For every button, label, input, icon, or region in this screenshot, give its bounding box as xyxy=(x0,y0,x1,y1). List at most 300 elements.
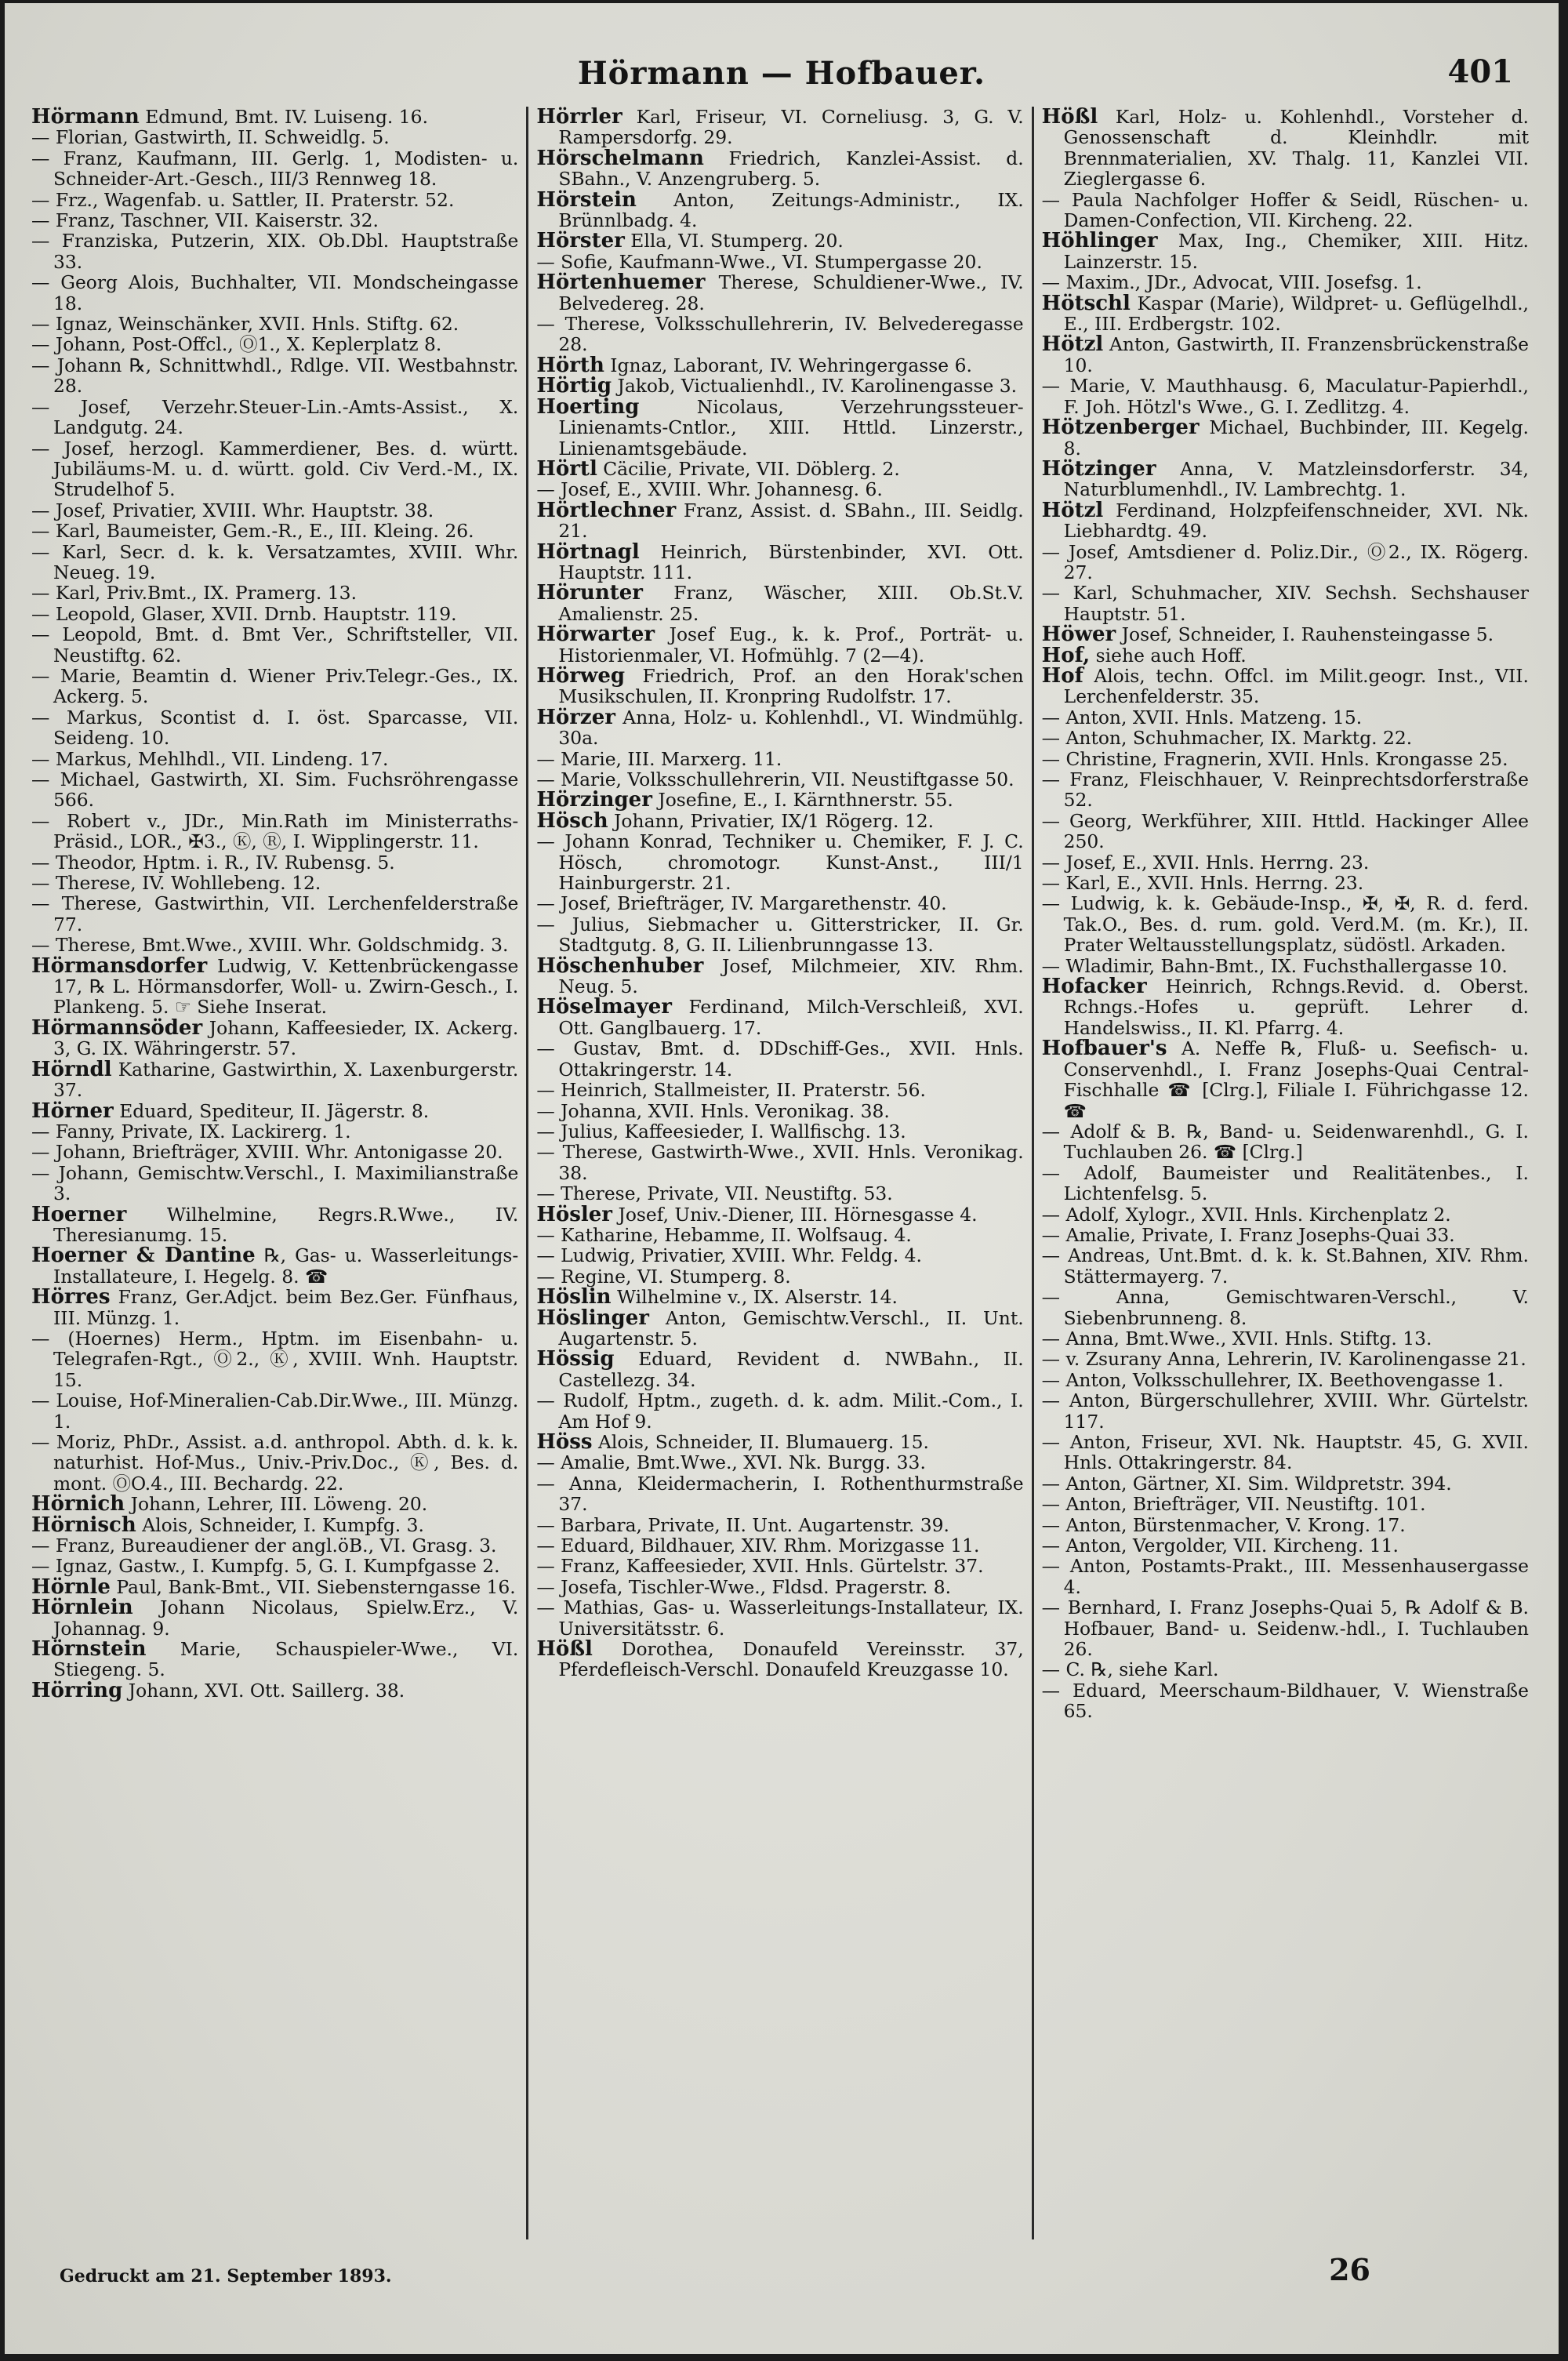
entry-details: — Adolf & B. ℞, Band- u. Seidenwarenhdl., G. I. Tuchlauben 26. ☎ [Clrg.] xyxy=(1041,1120,1529,1164)
directory-entry xyxy=(31,272,518,314)
directory-entry xyxy=(31,355,518,397)
entry-details: Josef, Univ.-Diener, III. Hörnesgasse 4. xyxy=(618,1203,978,1226)
directory-entry xyxy=(536,1432,1023,1452)
directory-entry xyxy=(536,148,1023,190)
directory-entry xyxy=(31,1142,518,1162)
directory-entry xyxy=(31,1245,518,1287)
directory-entry xyxy=(31,148,518,190)
entry-details: Alois, techn. Offcl. im Milit.geogr. Inst., VII. Lerchenfelderstr. 35. xyxy=(1063,664,1529,708)
directory-entry xyxy=(31,749,518,769)
entry-details: — Karl, Baumeister, Gem.-R., E., III. Kleing. 26. xyxy=(31,520,474,543)
entry-surname: Höslinger xyxy=(536,1306,649,1330)
directory-entry xyxy=(536,539,1024,583)
directory-entry xyxy=(536,1390,1023,1432)
directory-entry xyxy=(536,1287,1023,1307)
directory-entry xyxy=(1042,1225,1529,1245)
directory-entry xyxy=(31,1432,518,1494)
entry-surname: Hörwarter xyxy=(536,623,655,647)
entry-surname: Hötzinger xyxy=(1041,456,1156,481)
entry-details: Ignaz, Laborant, IV. Wehringergasse 6. xyxy=(610,354,972,376)
directory-entry xyxy=(536,769,1023,790)
entry-details: Therese, Schuldiener-Wwe., IV. Belvedereg. 28. xyxy=(558,271,1024,314)
directory-entry xyxy=(1042,1659,1529,1680)
directory-entry xyxy=(1042,1287,1529,1328)
entry-surname: Hoerner & Dantine xyxy=(31,1244,256,1268)
entry-details: Johann, XVI. Ott. Saillerg. 38. xyxy=(128,1679,405,1702)
entry-details: — Fanny, Private, IX. Lackirerg. 1. xyxy=(31,1120,351,1142)
entry-surname: Hörnlein xyxy=(31,1596,133,1620)
directory-entry xyxy=(31,1515,518,1535)
directory-entry xyxy=(536,953,1024,998)
entry-surname: Hörstein xyxy=(536,187,637,212)
entry-details: — Louise, Hof-Mineralien-Cab.Dir.Wwe., III. Münzg. 1. xyxy=(31,1389,519,1433)
directory-entry xyxy=(1042,976,1529,1038)
entry-details: — Eduard, Meerschaum-Bildhauer, V. Wienstraße 65. xyxy=(1041,1679,1529,1723)
entry-details: — Franz, Kaffeesieder, XVII. Hnls. Gürtelstr. 37. xyxy=(536,1555,984,1578)
entry-details: — Therese, Private, VII. Neustiftg. 53. xyxy=(536,1182,893,1205)
directory-entry xyxy=(31,852,518,873)
directory-entry xyxy=(31,1556,518,1576)
entry-details: Friedrich, Kanzlei-Assist. d. SBahn., V. Anzengruberg. 5. xyxy=(558,147,1024,191)
print-date: Gedruckt am 21. September 1893. xyxy=(60,2266,392,2287)
entry-surname: Hörzer xyxy=(536,705,615,729)
entry-details: Josefine, E., I. Kärnthnerstr. 55. xyxy=(658,789,953,812)
entry-details: Nicolaus, Verzehrungssteuer-Linienamts-Cntlor., XIII. Httld. Linzerstr., Linienamtsgebäude. xyxy=(558,395,1024,459)
directory-entry xyxy=(1042,542,1529,583)
entry-surname: Hörweg xyxy=(536,663,626,688)
entry-details: — Georg, Werkführer, XIII. Httld. Hackinger Allee 250. xyxy=(1041,809,1529,853)
sheet-number: 26 xyxy=(1329,2252,1370,2287)
entry-surname: Hörnich xyxy=(31,1492,125,1516)
entry-surname: Höss xyxy=(536,1430,593,1454)
entry-details: Josef, Schneider, I. Rauhensteingasse 5. xyxy=(1121,623,1494,646)
entry-surname: Hörmansdorfer xyxy=(31,953,208,978)
directory-entry xyxy=(31,1535,518,1556)
directory-entry xyxy=(1042,376,1529,417)
entry-details: — Moriz, PhDr., Assist. a.d. anthropol. Abth. d. k. k. naturhist. Hof-Mus., Univ.-Priv.Doc., Ⓚ, Bes. d. mont. ⓄO.4., III. Bechardg. 22. xyxy=(31,1431,519,1495)
entry-surname: Hörrler xyxy=(536,107,622,129)
directory-entry xyxy=(1042,769,1529,811)
entry-details: — Johann, Gemischtw.Verschl., I. Maximilianstraße 3. xyxy=(31,1161,519,1205)
directory-entry xyxy=(536,107,1023,148)
directory-entry xyxy=(1042,1370,1529,1390)
directory-entry xyxy=(1042,852,1529,873)
entry-details: — Johann ℞, Schnittwhdl., Rdlge. VII. Westbahnstr. 28. xyxy=(31,354,519,398)
directory-entry xyxy=(31,1015,519,1060)
entry-details: — Julius, Siebmacher u. Gitterstricker, II. Gr. Stadtgutg. 8, G. II. Lilienbrunngasse 13. xyxy=(536,913,1024,957)
entry-details: — Theodor, Hptm. i. R., IV. Rubensg. 5. xyxy=(31,851,395,874)
directory-entry xyxy=(31,1121,518,1142)
directory-entry xyxy=(31,583,518,603)
directory-entry xyxy=(31,624,518,666)
entry-details: — Markus, Mehlhdl., VII. Lindeng. 17. xyxy=(31,747,389,770)
entry-details: — Franz, Bureaudiener der angl.öB., VI. Grasg. 3. xyxy=(31,1535,497,1557)
directory-entry xyxy=(31,397,518,438)
entry-details: Franz, Wäscher, XIII. Ob.St.V. Amalienstr. 25. xyxy=(558,582,1024,625)
entry-surname: Höhlinger xyxy=(1041,229,1158,253)
entry-details: Alois, Schneider, II. Blumauerg. 15. xyxy=(597,1431,929,1453)
entry-details: Johann, Lehrer, III. Löweng. 20. xyxy=(130,1493,428,1516)
entry-details: — Leopold, Glaser, XVII. Drnb. Hauptstr. 119. xyxy=(31,602,457,625)
entry-details: — Amalie, Bmt.Wwe., XVI. Nk. Burgg. 33. xyxy=(536,1451,926,1474)
directory-entry xyxy=(1042,1349,1529,1369)
entry-details: — Anna, Gemischtwaren-Verschl., V. Siebenbrunneng. 8. xyxy=(1041,1286,1529,1329)
directory-entry xyxy=(536,1266,1023,1287)
entry-details: — Karl, Priv.Bmt., IX. Pramerg. 13. xyxy=(31,582,357,605)
entry-details: — Paula Nachfolger Hoffer & Seidl, Rüschen- u. Damen-Confection, VII. Kircheng. 22. xyxy=(1041,188,1529,232)
entry-surname: Hörnstein xyxy=(31,1637,147,1662)
directory-entry xyxy=(31,107,518,127)
directory-entry xyxy=(31,666,518,707)
entry-details: — Adolf, Baumeister und Realitätenbes., I. Lichtenfelsg. 5. xyxy=(1041,1161,1529,1205)
entry-surname: Höselmayer xyxy=(536,995,672,1019)
directory-entry xyxy=(536,707,1023,749)
entry-details: — Therese, Bmt.Wwe., XVIII. Whr. Goldschmidg. 3. xyxy=(31,934,509,957)
directory-entry xyxy=(31,1287,518,1328)
directory-entry xyxy=(1042,1038,1529,1121)
directory-entry xyxy=(31,542,518,583)
directory-entry xyxy=(536,624,1023,666)
entry-surname: Hörres xyxy=(31,1285,111,1309)
entry-details: — Franz, Fleischhauer, V. Reinprechtsdorferstraße 52. xyxy=(1041,768,1529,812)
entry-details: Katharine, Gastwirthin, X. Laxenburgerstr. 37. xyxy=(53,1058,519,1102)
entry-details: Dorothea, Donaufeld Vereinsstr. 37, Pferdefleisch-Verschl. Donaufeld Kreuzgasse 10. xyxy=(558,1638,1024,1681)
entry-details: — Anton, Gärtner, XI. Sim. Wildpretstr. 394. xyxy=(1041,1472,1452,1495)
directory-entry xyxy=(536,272,1023,314)
entry-surname: Hößl xyxy=(536,1637,593,1662)
column-middle xyxy=(526,107,1031,2239)
directory-entry xyxy=(31,1328,518,1390)
entry-details: — Ludwig, Privatier, XVIII. Whr. Feldg. 4. xyxy=(536,1244,922,1267)
directory-entry xyxy=(31,1101,518,1121)
directory-entry xyxy=(536,1597,1023,1639)
directory-entry xyxy=(1042,1597,1529,1659)
directory-entry xyxy=(1042,1432,1529,1473)
directory-entry xyxy=(31,811,518,852)
entry-details: — Anton, Schuhmacher, IX. Marktg. 22. xyxy=(1041,727,1413,750)
entry-details: Friedrich, Prof. an den Horak'schen Musikschulen, II. Kronpring Rudolfstr. 17. xyxy=(558,664,1024,708)
entry-details: — Josef, Verzehr.Steuer-Lin.-Amts-Assist., X. Landgutg. 24. xyxy=(31,395,519,439)
entry-surname: Hörtl xyxy=(536,456,597,481)
directory-entry xyxy=(1042,1680,1529,1722)
entry-details: Wilhelmine v., IX. Alserstr. 14. xyxy=(616,1286,898,1309)
entry-details: — Anton, Bürgerschullehrer, XVIII. Whr. Gürtelstr. 117. xyxy=(1041,1389,1529,1433)
directory-entry xyxy=(31,231,518,272)
entry-details: — Eduard, Bildhauer, XIV. Rhm. Morizgasse 11. xyxy=(536,1535,980,1557)
directory-entry xyxy=(536,1308,1023,1349)
directory-entry xyxy=(1042,1556,1529,1597)
entry-details: — Anna, Kleidermacherin, I. Rothenthurmstraße 37. xyxy=(536,1472,1024,1516)
directory-entry xyxy=(536,252,1023,272)
entry-surname: Hörster xyxy=(536,229,625,253)
directory-entry xyxy=(31,769,518,811)
entry-details: ℞, Gas- u. Wasserleitungs-Installateure, I. Hegelg. 8. ☎ xyxy=(53,1244,519,1288)
directory-entry xyxy=(1042,417,1529,459)
entry-details: Johann, Kaffeesieder, IX. Ackerg. 3, G. IX. Währingerstr. 57. xyxy=(53,1016,519,1060)
entry-surname: Höslin xyxy=(536,1285,612,1309)
entry-details: — Karl, Secr. d. k. k. Versatzamtes, XVIII. Whr. Neueg. 19. xyxy=(31,540,519,583)
entry-details: — Michael, Gastwirth, XI. Sim. Fuchsröhrengasse 566. xyxy=(31,768,519,812)
directory-entry xyxy=(536,583,1023,624)
entry-details: Franz, Assist. d. SBahn., III. Seidlg. 21. xyxy=(558,499,1024,543)
entry-details: — Johanna, XVII. Hnls. Veronikag. 38. xyxy=(536,1099,890,1122)
entry-details: Eduard, Revident d. NWBahn., II. Castellezg. 34. xyxy=(558,1348,1024,1391)
entry-details: — Therese, Gastwirthin, VII. Lerchenfelderstraße 77. xyxy=(31,892,519,935)
directory-entry xyxy=(1042,293,1529,335)
directory-entry xyxy=(536,749,1023,769)
entry-surname: Hörnle xyxy=(31,1575,111,1599)
column-right xyxy=(1032,107,1537,2239)
entry-details: — Johann, Briefträger, XVIII. Whr. Antonigasse 20. xyxy=(31,1141,503,1164)
entry-details: — Franziska, Putzerin, XIX. Ob.Dbl. Hauptstraße 33. xyxy=(31,230,519,273)
page-header xyxy=(5,49,1559,96)
entry-details: Ferdinand, Milch-Verschleiß, XVI. Ott. Ganglbauerg. 17. xyxy=(558,996,1024,1039)
directory-entry xyxy=(1042,583,1529,624)
entry-details: — Josef, E., XVIII. Whr. Johannesg. 6. xyxy=(536,478,883,501)
directory-entry xyxy=(536,1452,1023,1473)
entry-surname: Hörtenhuemer xyxy=(536,271,706,295)
directory-entry xyxy=(536,1577,1023,1597)
entry-details: Alois, Schneider, I. Kumpfg. 3. xyxy=(142,1513,424,1536)
directory-entry xyxy=(1042,1163,1529,1204)
directory-entry xyxy=(536,914,1023,956)
entry-details: — Regine, VI. Stumperg. 8. xyxy=(536,1265,791,1288)
entry-details: Heinrich, Bürstenbinder, XVI. Ott. Hauptstr. 111. xyxy=(558,540,1024,583)
entry-details: Paul, Bank-Bmt., VII. Siebensterngasse 16. xyxy=(116,1575,516,1598)
directory-entry xyxy=(536,997,1023,1038)
directory-entry xyxy=(536,663,1024,708)
directory-entry xyxy=(1042,1515,1529,1535)
directory-entry xyxy=(31,604,518,624)
entry-surname: Hötzl xyxy=(1041,498,1104,522)
entry-details: — Josef, Amtsdiener d. Poliz.Dir., Ⓞ2., IX. Rögerg. 27. xyxy=(1041,540,1529,583)
directory-entry xyxy=(1042,728,1529,748)
directory-entry xyxy=(536,376,1023,396)
entry-details: — (Hoernes) Herm., Hptm. im Eisenbahn- u. Telegrafen-Rgt., Ⓞ2., Ⓚ, XVIII. Wnh. Hauptstr. 15. xyxy=(31,1327,519,1391)
entry-details: — Josef, herzogl. Kammerdiener, Bes. d. württ. Jubiläums-M. u. d. württ. gold. Civ Verd.-M., IX. Strudelhof 5. xyxy=(31,437,519,501)
directory-entry xyxy=(536,893,1023,914)
directory-entry xyxy=(31,707,518,749)
directory-entry xyxy=(536,1515,1023,1535)
directory-entry xyxy=(536,500,1023,542)
directory-entry xyxy=(1042,811,1529,852)
directory-entry xyxy=(1042,107,1529,190)
entry-details: Jakob, Victualienhdl., IV. Karolinengasse 3. xyxy=(617,375,1018,398)
entry-details: Cäcilie, Private, VII. Döblerg. 2. xyxy=(603,457,900,480)
entry-surname: Hösler xyxy=(536,1202,612,1226)
entry-details: — Ludwig, k. k. Gebäude-Insp., ✠, ✠, R. d. ferd. Tak.O., Bes. d. rum. gold. Verd.M. (m. Kr.), II. Prater Weltausstellungsplatz, südöstl. Arkaden. xyxy=(1041,892,1529,957)
directory-entry xyxy=(31,500,518,521)
directory-entry xyxy=(536,479,1023,499)
entry-details: — Therese, Volksschullehrerin, IV. Belvederegasse 28. xyxy=(536,313,1024,356)
entry-details: Anton, Gemischtw.Verschl., II. Unt. Augartenstr. 5. xyxy=(558,1306,1024,1349)
entry-details: — Karl, Schuhmacher, XIV. Sechsh. Sechshauser Hauptstr. 51. xyxy=(1041,582,1529,625)
directory-entry xyxy=(31,953,519,1019)
entry-surname: Hörmann xyxy=(31,107,140,129)
directory-entry xyxy=(1042,624,1529,645)
entry-details: — Karl, E., XVII. Hnls. Herrng. 23. xyxy=(1041,872,1364,895)
entry-details: — Johann Konrad, Techniker u. Chemiker, F. J. C. Hösch, chromotogr. Kunst-Anst., III/1 Hainburgerstr. 21. xyxy=(536,830,1024,895)
entry-surname: Hösch xyxy=(536,808,608,833)
directory-entry xyxy=(1042,190,1529,231)
entry-details: Josef Eug., k. k. Prof., Porträt- u. Historienmaler, VI. Hofmühlg. 7 (2—4). xyxy=(558,623,1024,667)
entry-details: Edmund, Bmt. IV. Luiseng. 16. xyxy=(145,107,429,128)
entry-details: — Amalie, Private, I. Franz Josephs-Quai 33. xyxy=(1041,1223,1455,1246)
entry-details: Karl, Friseur, VI. Corneliusg. 3, G. V. Rampersdorfg. 29. xyxy=(558,107,1024,149)
entry-details: — Marie, V. Mauthhausg. 6, Maculatur-Papierhdl., F. Joh. Hötzl's Wwe., G. I. Zedlitzg. 4. xyxy=(1041,375,1529,418)
directory-entry xyxy=(536,1349,1023,1390)
entry-details: — Rudolf, Hptm., zugeth. d. k. adm. Milit.-Com., I. Am Hof 9. xyxy=(536,1389,1024,1433)
entry-details: — Anton, Postamts-Prakt., III. Messenhausergasse 4. xyxy=(1041,1555,1529,1598)
entry-details: — Christine, Fragnerin, XVII. Hnls. Krongasse 25. xyxy=(1041,747,1508,770)
directory-entry xyxy=(1042,500,1529,542)
directory-entry xyxy=(1042,334,1529,376)
directory-entry xyxy=(31,438,518,500)
directory-entry xyxy=(1042,645,1529,666)
directory-entry xyxy=(31,1680,518,1701)
page-number: 401 xyxy=(1447,53,1513,90)
entry-details: — Franz, Taschner, VII. Kaiserstr. 32. xyxy=(31,209,379,232)
entry-details: — Georg Alois, Buchhalter, VII. Mondscheingasse 18. xyxy=(31,271,519,314)
directory-entry xyxy=(536,1225,1023,1245)
directory-entry xyxy=(31,935,518,955)
entry-details: — Andreas, Unt.Bmt. d. k. k. St.Bahnen, XIV. Rhm. Stättermayerg. 7. xyxy=(1041,1244,1529,1288)
entry-details: — Franz, Kaufmann, III. Gerlg. 1, Modisten- u. Schneider-Art.-Gesch., III/3 Rennweg 18. xyxy=(31,147,519,191)
entry-details: — Heinrich, Stallmeister, II. Praterstr. 56. xyxy=(536,1079,926,1102)
entry-surname: Hof xyxy=(1041,663,1083,688)
running-title: Hörmann — Hofbauer. xyxy=(577,55,986,92)
directory-entry xyxy=(536,1556,1023,1576)
entry-surname: Hörner xyxy=(31,1099,114,1123)
entry-details: — Maxim., JDr., Advocat, VIII. Josefsg. 1. xyxy=(1041,271,1422,294)
entry-details: — Wladimir, Bahn-Bmt., IX. Fuchsthallergasse 10. xyxy=(1041,954,1508,977)
directory-entry xyxy=(1042,873,1529,893)
page-footer xyxy=(5,2246,1559,2293)
directory-entry xyxy=(1042,1494,1529,1514)
directory-entry xyxy=(31,190,518,210)
directory-entry xyxy=(1042,231,1529,272)
entry-details: — Josef, Privatier, XVIII. Whr. Hauptstr. 38. xyxy=(31,499,434,521)
entry-details: — Bernhard, I. Franz Josephs-Quai 5, ℞ Adolf & B. Hofbauer, Band- u. Seidenw.-hdl., I. Tuchlauben 26. xyxy=(1041,1596,1529,1661)
directory-entry xyxy=(1042,1328,1529,1349)
entry-details: — Anna, Bmt.Wwe., XVII. Hnls. Stiftg. 13. xyxy=(1041,1327,1432,1349)
directory-entry xyxy=(31,334,518,354)
entry-details: — Marie, Volksschullehrerin, VII. Neustiftgasse 50. xyxy=(536,768,1014,790)
entry-details: — C. ℞, siehe Karl. xyxy=(1041,1658,1219,1681)
directory-entry xyxy=(31,1059,518,1101)
directory-entry xyxy=(536,1121,1023,1142)
directory-entry xyxy=(536,1204,1023,1225)
directory-entry xyxy=(536,231,1023,251)
entry-surname: Hörth xyxy=(536,353,604,377)
entry-details: — Marie, Beamtin d. Wiener Priv.Telegr.-Ges., IX. Ackerg. 5. xyxy=(31,664,519,708)
entry-surname: Hörtig xyxy=(536,374,612,398)
entry-surname: Höschenhuber xyxy=(536,953,704,978)
entry-surname: Hoerting xyxy=(536,394,640,419)
entry-details: — Marie, III. Marxerg. 11. xyxy=(536,747,782,770)
directory-entry xyxy=(536,1535,1023,1556)
entry-details: — Gustav, Bmt. d. DDschiff-Ges., XVII. Hnls. Ottakringerstr. 14. xyxy=(536,1037,1024,1081)
entry-surname: Hörzinger xyxy=(536,788,652,812)
entry-surname: Hörnisch xyxy=(31,1513,136,1537)
directory-entry xyxy=(31,1577,518,1597)
entry-details: — Adolf, Xylogr., XVII. Hnls. Kirchenplatz 2. xyxy=(1041,1203,1451,1226)
directory-entry xyxy=(31,1390,518,1432)
directory-entry xyxy=(1042,272,1529,292)
directory-entry xyxy=(536,831,1023,893)
entry-surname: Hoerner xyxy=(31,1202,127,1226)
entry-details: — Therese, IV. Wohllebeng. 12. xyxy=(31,872,321,895)
entry-surname: Hötzenberger xyxy=(1041,416,1200,440)
entry-surname: Hörring xyxy=(31,1678,123,1702)
entry-details: — Anton, Briefträger, VII. Neustiftg. 101. xyxy=(1041,1493,1426,1516)
entry-details: Heinrich, Rchngs.Revid. d. Oberst. Rchngs.-Hofes u. geprüft. Lehrer d. Handelswiss., II. Kl. Pfarrg. 4. xyxy=(1063,975,1529,1039)
directory-entry xyxy=(536,1101,1023,1121)
entry-details: — Mathias, Gas- u. Wasserleitungs-Installateur, IX. Universitätsstr. 6. xyxy=(536,1596,1024,1640)
directory-entry xyxy=(31,893,518,935)
directory-entry xyxy=(536,1639,1023,1680)
entry-details: Ferdinand, Holzpfeifenschneider, XVI. Nk. Liebhardtg. 49. xyxy=(1063,499,1529,543)
directory-entry xyxy=(1042,893,1529,955)
entry-surname: Hof, xyxy=(1041,643,1091,667)
entry-details: Eduard, Spediteur, II. Jägerstr. 8. xyxy=(119,1099,430,1122)
entry-details: Ella, VI. Stumperg. 20. xyxy=(630,230,844,252)
directory-entry xyxy=(1042,749,1529,769)
entry-details: — Anton, Bürstenmacher, V. Krong. 17. xyxy=(1041,1513,1406,1536)
entry-details: Johann Nicolaus, Spielw.Erz., V. Johannag. 9. xyxy=(53,1596,519,1640)
directory-entry xyxy=(536,790,1023,810)
directory-entry xyxy=(536,394,1024,459)
directory-entry xyxy=(31,1639,518,1680)
directory-entry xyxy=(31,1163,518,1204)
directory-entry xyxy=(536,1183,1023,1204)
entry-details: Anton, Zeitungs-Administr., IX. Brünnlbadg. 4. xyxy=(558,188,1024,232)
entry-details: — Anton, XVII. Hnls. Matzeng. 15. xyxy=(1041,706,1363,728)
entry-details: — Robert v., JDr., Min.Rath im Ministerraths-Präsid., LOR., ✠3., Ⓚ, Ⓡ, I. Wipplingerstr. 11. xyxy=(31,809,519,853)
entry-surname: Hofacker xyxy=(1041,975,1147,999)
directory-entry xyxy=(536,187,1024,232)
directory-entry xyxy=(536,355,1023,376)
directory-columns xyxy=(24,107,1537,2239)
entry-details: Johann, Privatier, IX/1 Rögerg. 12. xyxy=(614,809,935,832)
entry-surname: Hörschelmann xyxy=(536,146,704,170)
entry-details: siehe auch Hoff. xyxy=(1095,644,1247,667)
entry-surname: Höwer xyxy=(1041,623,1116,647)
entry-details: Marie, Schauspieler-Wwe., VI. Stiegeng. 5. xyxy=(53,1638,519,1681)
entry-details: Anton, Gastwirth, II. Franzensbrückenstraße 10. xyxy=(1063,333,1529,376)
directory-entry xyxy=(1042,956,1529,976)
entry-details: — Julius, Kaffeesieder, I. Wallfischg. 13. xyxy=(536,1120,906,1142)
directory-entry xyxy=(31,521,518,541)
directory-entry xyxy=(31,314,518,334)
directory-entry xyxy=(1042,1121,1529,1163)
entry-details: — Josef, Briefträger, IV. Margarethenstr. 40. xyxy=(536,892,947,915)
entry-details: Karl, Holz- u. Kohlenhdl., Vorsteher d. Genossenschaft d. Kleinhdlr. mit Brennmaterialien, XV. Thalg. 11, Kanzlei VII. Zieglergasse 6. xyxy=(1063,107,1529,191)
entry-details: A. Neffe ℞, Fluß- u. Seefisch- u. Conservenhdl., I. Franz Josephs-Quai Central-Fischhalle ☎ [Clrg.], Filiale I. Führichgasse 12. ☎ xyxy=(1063,1037,1529,1122)
entry-details: — Anton, Vergolder, VII. Kircheng. 11. xyxy=(1041,1535,1399,1557)
directory-entry xyxy=(1041,456,1529,501)
directory-entry xyxy=(1042,1535,1529,1556)
entry-details: Michael, Buchbinder, III. Kegelg. 8. xyxy=(1063,416,1529,459)
directory-entry xyxy=(1041,663,1529,708)
entry-surname: Hörndl xyxy=(31,1057,112,1081)
directory-entry xyxy=(536,456,1023,481)
entry-details: Franz, Ger.Adjct. beim Bez.Ger. Fünfhaus, III. Münzg. 1. xyxy=(53,1286,519,1329)
entry-details: — Ignaz, Weinschänker, XVII. Hnls. Stiftg. 62. xyxy=(31,313,459,336)
entry-details: Ludwig, V. Kettenbrückengasse 17, ℞ L. Hörmansdorfer, Woll- u. Zwirn-Gesch., I. Plankeng. 5. ☞ Siehe Inserat. xyxy=(53,954,519,1019)
directory-entry xyxy=(536,808,1023,833)
entry-details: Josef, Milchmeier, XIV. Rhm. Neug. 5. xyxy=(558,954,1024,998)
